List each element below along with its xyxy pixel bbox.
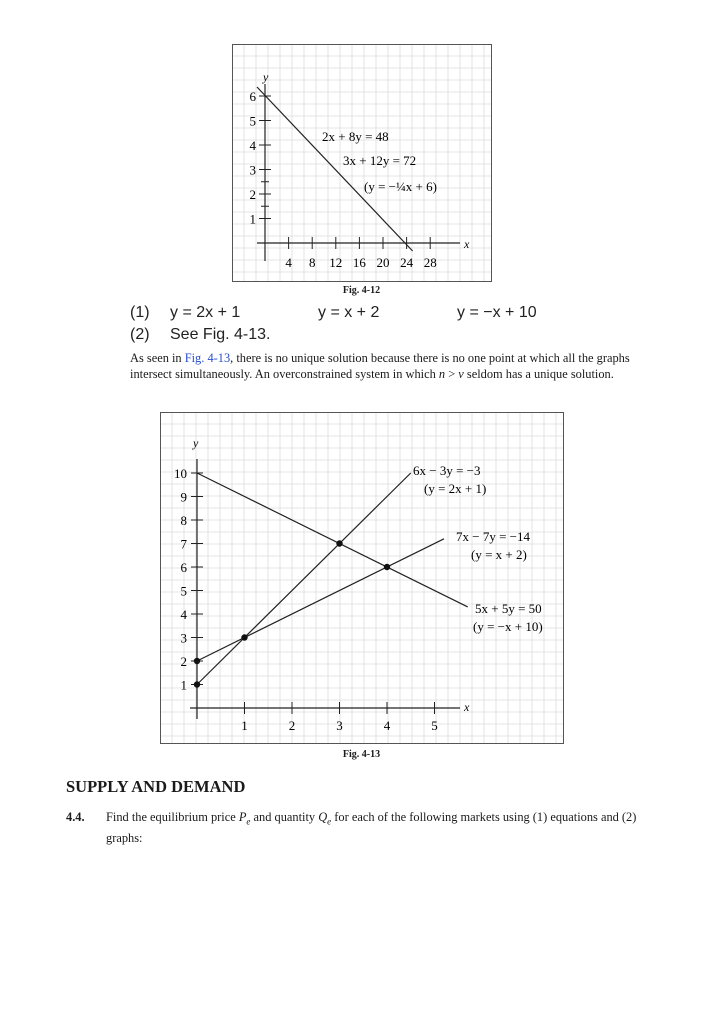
fig12-y-tick-label: 4: [249, 138, 256, 153]
fig13-intersection-point: [194, 681, 200, 687]
problem-text-b: and quantity: [250, 810, 319, 824]
answer-1-eq2: y = x + 2: [318, 304, 380, 321]
problem-text-a: Find the equilibrium price: [106, 810, 239, 824]
fig12-x-tick-label: 24: [400, 255, 414, 270]
fig12-x-axis-label: x: [464, 237, 470, 251]
figure-4-12-caption: Fig. 4-12: [342, 285, 381, 296]
answer-2-number: (2): [130, 326, 150, 343]
fig12-y-tick-label: 5: [249, 113, 256, 129]
figure-4-13: [160, 412, 564, 744]
fig13-line2-sub: (y = x + 2): [471, 547, 527, 562]
answer-1-number: (1): [130, 304, 150, 321]
fig12-x-tick-label: 4: [285, 255, 292, 270]
fig13-y-tick-label: 10: [174, 466, 187, 481]
explanation-paragraph: [130, 351, 660, 382]
fig13-y-tick-label: 8: [180, 513, 187, 528]
fig12-x-tick-label: 20: [376, 255, 390, 270]
problem-text-c: for each of the following markets using (1) equations and (2) graphs:: [106, 810, 637, 846]
fig13-intersection-point: [241, 634, 247, 640]
fig13-y-tick-label: 7: [180, 536, 187, 552]
fig13-y-tick-label: 1: [180, 677, 187, 693]
fig13-y-axis-label: y: [193, 436, 199, 450]
paragraph-gt: >: [445, 366, 459, 381]
paragraph-n: n: [438, 366, 446, 381]
fig13-line3-sub: (y = −x + 10): [473, 619, 543, 634]
fig12-y-tick-label: 6: [249, 89, 256, 104]
fig12-y-tick-label: 1: [249, 211, 256, 227]
answer-1-eq1: y = 2x + 1: [170, 304, 241, 321]
fig12-eq3-label: (y = −¼x + 6): [364, 179, 437, 194]
fig12-x-tick-label: 28: [423, 255, 437, 270]
figure-4-12-svg: [232, 44, 492, 282]
fig13-series-line-2: [197, 539, 444, 661]
fig12-x-tick-label: 16: [352, 255, 366, 270]
fig13-y-tick-label: 3: [180, 630, 187, 646]
fig-4-13-link[interactable]: Fig. 4-13: [184, 351, 231, 365]
paragraph-text-3: seldom has a unique solution.: [463, 366, 614, 381]
fig13-x-axis-label: x: [464, 700, 470, 714]
fig13-y-tick-label: 2: [180, 654, 187, 669]
answer-2-text: See Fig. 4-13.: [170, 326, 271, 343]
qe-subscript: e: [327, 816, 332, 827]
figure-4-13-svg: [160, 412, 564, 744]
fig13-x-tick-label: 4: [383, 718, 391, 733]
fig13-y-tick-label: 4: [180, 607, 187, 622]
fig13-x-tick-label: 2: [288, 718, 296, 733]
fig13-line3-eq: 5x + 5y = 50: [475, 601, 542, 616]
fig12-y-tick-label: 2: [249, 187, 256, 202]
fig13-y-tick-label: 5: [180, 583, 187, 599]
fig12-x-tick-label: 8: [308, 255, 316, 270]
problem-number: 4.4.: [66, 810, 85, 824]
fig13-line1-sub: (y = 2x + 1): [424, 481, 487, 496]
fig12-y-tick-label: 3: [249, 162, 256, 178]
fig13-intersection-point: [384, 564, 390, 570]
paragraph-text-2: , there is no unique solution because there is no one point at which all the graphs intersect simultaneously. An overconstrained system in which: [130, 351, 630, 381]
qe-symbol: Q: [318, 810, 328, 824]
fig12-x-tick-label: 12: [329, 255, 343, 270]
figure-4-13-caption: Fig. 4-13: [342, 749, 381, 760]
fig13-line2-eq: 7x − 7y = −14: [456, 529, 530, 544]
fig13-x-tick-label: 1: [241, 718, 248, 733]
fig13-y-tick-label: 9: [180, 489, 187, 505]
fig13-x-tick-label: 3: [336, 718, 343, 733]
fig13-x-tick-label: 5: [431, 718, 438, 733]
figure-4-12: [232, 44, 492, 282]
problem-text: [106, 809, 661, 847]
pe-symbol: P: [238, 810, 247, 824]
figure-4-13-frame: [161, 413, 564, 744]
pe-subscript: e: [246, 816, 251, 827]
fig12-eq2-label: 3x + 12y = 72: [343, 153, 417, 168]
answer-1-eq3: y = −x + 10: [457, 304, 537, 321]
fig13-line1-eq: 6x − 3y = −3: [413, 463, 481, 478]
fig12-eq1-label: 2x + 8y = 48: [322, 129, 389, 144]
paragraph-v: v: [458, 366, 464, 381]
fig13-y-tick-label: 6: [180, 560, 187, 575]
paragraph-text-1: As seen in: [130, 351, 185, 365]
fig12-y-axis-label: y: [263, 70, 269, 84]
fig13-intersection-point: [336, 540, 342, 546]
section-heading: SUPPLY AND DEMAND: [66, 777, 246, 796]
fig13-intersection-point: [194, 658, 200, 664]
